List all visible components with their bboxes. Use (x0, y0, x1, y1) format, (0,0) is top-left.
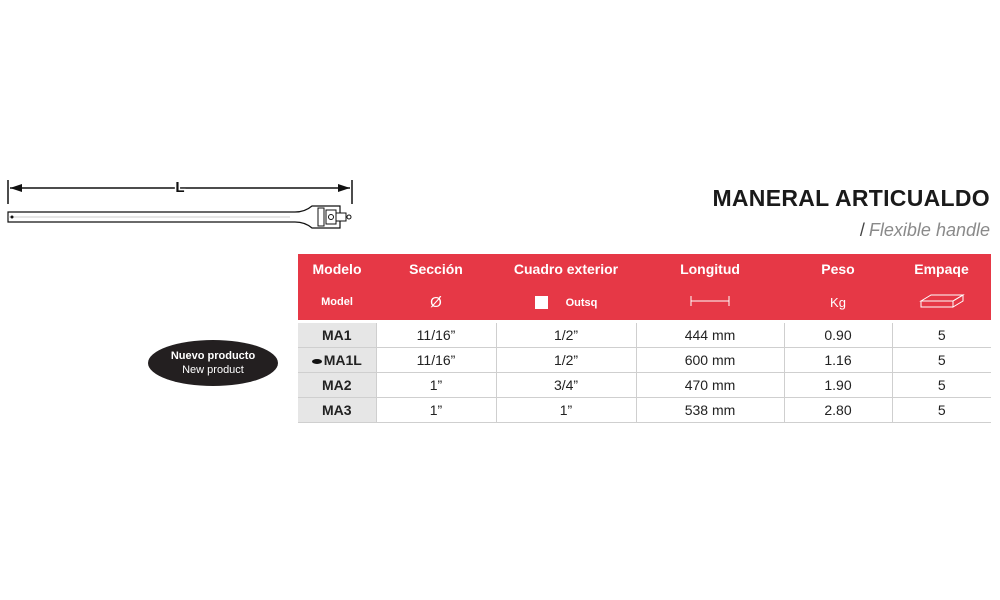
model-label: MA1L (323, 352, 362, 368)
new-product-badge (148, 340, 278, 386)
subtitle-slash: / (859, 220, 865, 240)
table-row (298, 348, 991, 373)
cell-seccion: 1” (376, 398, 496, 423)
cell-peso: 0.90 (784, 322, 892, 348)
cell-cuadro: 1/2” (496, 322, 636, 348)
subheader-diameter (376, 284, 496, 322)
table-row (298, 322, 991, 348)
cell-empaque: 5 (892, 348, 991, 373)
table-row (298, 373, 991, 398)
header-row (298, 254, 991, 284)
cell-seccion: 11/16” (376, 348, 496, 373)
package-box-icon (919, 293, 965, 309)
cell-seccion: 11/16” (376, 322, 496, 348)
subheader-package (892, 284, 991, 322)
spec-table (298, 254, 991, 423)
col-header-longitud: Longitud (636, 254, 784, 284)
product-title: MANERAL ARTICUALDO (712, 185, 990, 211)
product-subtitle (860, 220, 990, 241)
cell-peso: 2.80 (784, 398, 892, 423)
cell-cuadro: 1/2” (496, 348, 636, 373)
cell-longitud: 444 mm (636, 322, 784, 348)
cell-empaque: 5 (892, 373, 991, 398)
outsq-label: Outsq (565, 296, 598, 309)
col-header-seccion: Sección (376, 254, 496, 284)
cell-peso: 1.90 (784, 373, 892, 398)
subheader-model: Model (298, 284, 376, 322)
cell-model (298, 348, 376, 373)
cell-model: MA1 (298, 322, 376, 348)
cell-empaque: 5 (892, 398, 991, 423)
col-header-cuadro: Cuadro exterior (496, 254, 636, 284)
flexible-handle-drawing (0, 170, 370, 240)
subheader-kg (784, 284, 892, 322)
new-product-dot-icon (312, 359, 322, 364)
subheader-length (636, 284, 784, 322)
dimension-label: L (175, 179, 185, 196)
length-measure-icon (690, 295, 730, 307)
subtitle-text: Flexible handle (868, 220, 990, 240)
square-icon (535, 296, 548, 309)
cell-empaque: 5 (892, 322, 991, 348)
subheader-outsq (496, 284, 636, 322)
badge-line-en: New product (182, 364, 244, 376)
cell-model: MA3 (298, 398, 376, 423)
col-header-modelo: Modelo (298, 254, 376, 284)
cell-longitud: 600 mm (636, 348, 784, 373)
cell-peso: 1.16 (784, 348, 892, 373)
subheader-row (298, 284, 991, 322)
col-header-peso: Peso (784, 254, 892, 284)
table-row (298, 398, 991, 423)
col-header-empaque: Empaqe (892, 254, 991, 284)
badge-line-es: Nuevo producto (170, 350, 256, 362)
cell-cuadro: 1” (496, 398, 636, 423)
diameter-icon: Ø (430, 293, 442, 311)
cell-cuadro: 3/4” (496, 373, 636, 398)
cell-model: MA2 (298, 373, 376, 398)
cell-longitud: 470 mm (636, 373, 784, 398)
cell-seccion: 1” (376, 373, 496, 398)
cell-longitud: 538 mm (636, 398, 784, 423)
kg-label: Kg (830, 294, 846, 310)
